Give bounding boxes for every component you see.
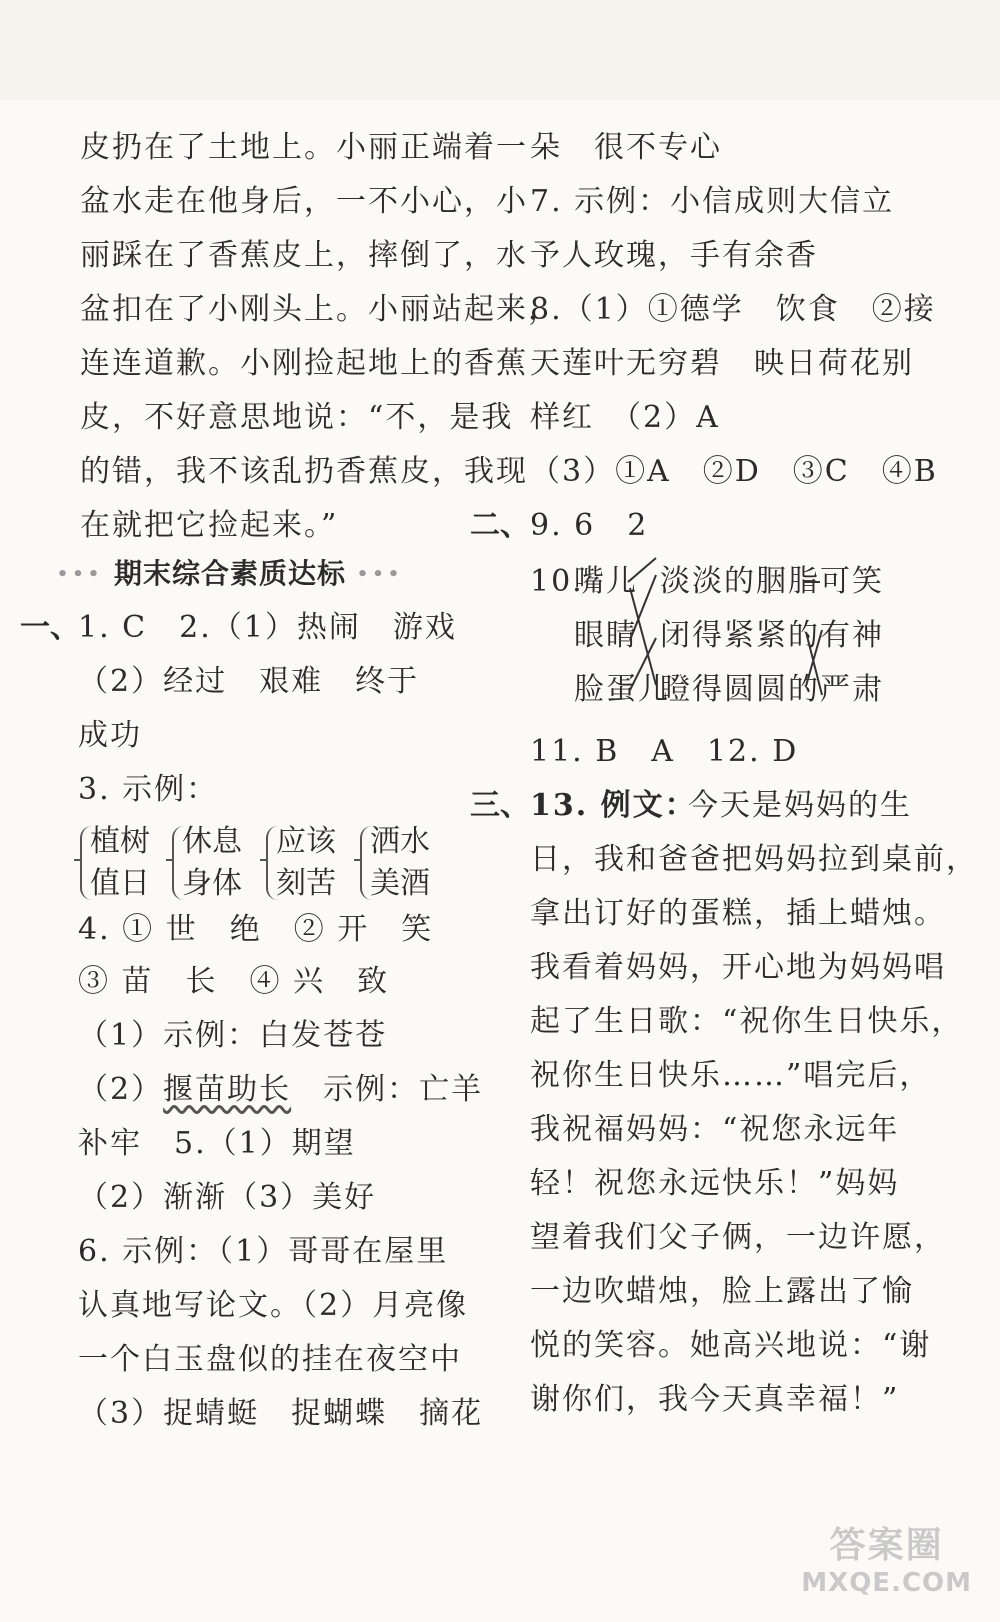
answer-line: 4. ① 世 绝 ② 开 笑 bbox=[78, 912, 434, 947]
story-line: 在就把它捡起来。” bbox=[80, 508, 339, 543]
pair-top: 洒水 bbox=[370, 824, 430, 859]
pair-bottom: 美酒 bbox=[370, 866, 430, 901]
watermark bbox=[801, 1517, 972, 1598]
part-one-marker: 一、 bbox=[20, 610, 80, 645]
answer-line: （3）捉蜻蜓 捉蝴蝶 摘花 bbox=[78, 1396, 484, 1431]
answer-line: 补牢 5.（1）期望 bbox=[78, 1126, 356, 1161]
idiom-underlined: 揠苗助长 bbox=[163, 1072, 292, 1107]
essay-line: 日，我和爸爸把妈妈拉到桌前， bbox=[530, 842, 978, 877]
answer-line: （2）渐渐（3）美好 bbox=[78, 1180, 377, 1215]
essay-line: 我看着妈妈，开心地为妈妈唱 bbox=[530, 950, 946, 985]
answer-line: （2）经过 艰难 终于 bbox=[78, 664, 420, 699]
essay-line: 祝你生日快乐……”唱完后， bbox=[530, 1058, 932, 1093]
watermark-logo-text: 答案圈 bbox=[829, 1525, 944, 1566]
essay-line: 拿出订好的蛋糕，插上蜡烛。 bbox=[530, 896, 946, 931]
essay-line: 我祝福妈妈：“祝您永远年 bbox=[530, 1112, 900, 1147]
answer-line: 3. 示例： bbox=[78, 772, 219, 807]
answer-line: 成功 bbox=[78, 718, 142, 753]
answer-line: 11. B A 12. D bbox=[530, 734, 799, 769]
watermark-url: MXQE.COM bbox=[801, 1568, 972, 1598]
essay-line: 望着我们父子俩，一边许愿， bbox=[530, 1220, 946, 1255]
answer-line: 6. 示例：（1）哥哥在屋里 bbox=[78, 1234, 449, 1269]
match-middle: 瞪得圆圆的 bbox=[660, 672, 820, 707]
essay-line: 谢你们，我今天真幸福！” bbox=[530, 1382, 900, 1417]
question-number: 13. 例文： bbox=[530, 788, 697, 823]
answer-line: （1）示例：白发苍苍 bbox=[78, 1018, 388, 1053]
answer-line: 一个白玉盘似的挂在夜空中 bbox=[78, 1342, 462, 1377]
match-middle: 闭得紧紧的 bbox=[660, 618, 820, 653]
match-right: 有神 bbox=[820, 618, 884, 653]
match-connector bbox=[628, 558, 656, 690]
story-line: 丽踩在了香蕉皮上，摔倒了，水 bbox=[80, 238, 528, 273]
answer-line: 认真地写论文。（2）月亮像 bbox=[78, 1288, 469, 1323]
essay-line: 起了生日歌：“祝你生日快乐， bbox=[530, 1004, 964, 1039]
answer-line: 7. 示例：小信成则大信立 bbox=[530, 184, 895, 219]
story-line: 皮，不好意思地说：“不，是我 bbox=[80, 400, 514, 435]
match-right: 可笑 bbox=[820, 564, 884, 599]
match-left: 眼睛 bbox=[574, 618, 638, 653]
pair-top: 应该 bbox=[276, 824, 336, 859]
essay-line: 轻！祝您永远快乐！”妈妈 bbox=[530, 1166, 900, 1201]
pair-bottom: 刻苦 bbox=[276, 866, 336, 901]
answer-line: 予人玫瑰，手有余香 bbox=[530, 238, 818, 273]
idiom-prefix: （2） bbox=[78, 1072, 164, 1107]
answer-line: ③ 苗 长 ④ 兴 致 bbox=[78, 964, 390, 999]
answer-line: 8.（1）①德学 饮食 ②接 bbox=[530, 292, 936, 327]
answer-line: 朵 很不专心 bbox=[530, 130, 722, 165]
part-two-marker: 二、 bbox=[470, 508, 530, 543]
matching-lines bbox=[470, 550, 1000, 720]
match-left: 脸蛋儿 bbox=[574, 672, 670, 707]
essay-line: 一边吹蜡烛，脸上露出了愉 bbox=[530, 1274, 914, 1309]
pair-bottom: 身体 bbox=[182, 866, 242, 901]
essay-line: 悦的笑容。她高兴地说：“谢 bbox=[530, 1328, 932, 1363]
answer-line: 9. 6 2 bbox=[530, 508, 649, 543]
match-connector bbox=[804, 582, 822, 695]
answer-line: （3）①A ②D ③C ④B bbox=[530, 454, 938, 489]
answer-line: 样红 （2）A bbox=[530, 400, 720, 435]
essay-line: 今天是妈妈的生 bbox=[688, 788, 912, 823]
section-heading bbox=[40, 552, 420, 596]
story-line: 盆扣在了小刚头上。小丽站起来， bbox=[80, 292, 560, 327]
story-line: 的错，我不该乱扔香蕉皮，我现 bbox=[80, 454, 528, 489]
heading-dots-right: ••• bbox=[356, 564, 404, 585]
answer-line: 1. C 2.（1）热闹 游戏 bbox=[78, 610, 457, 645]
section-heading-text: 期末综合素质达标 bbox=[113, 557, 346, 590]
question-number: 10. bbox=[530, 564, 584, 599]
right-column bbox=[470, 0, 1000, 1622]
match-middle: 淡淡的胭脂 bbox=[660, 564, 820, 599]
pair-bottom: 值日 bbox=[90, 866, 150, 901]
pair-top: 植树 bbox=[90, 824, 150, 859]
match-right: 严肃 bbox=[820, 672, 884, 707]
story-line: 盆水走在他身后，一不小心，小 bbox=[80, 184, 528, 219]
answer-line bbox=[78, 1070, 483, 1110]
match-left: 嘴儿 bbox=[574, 564, 638, 599]
heading-dots-left: ••• bbox=[56, 564, 104, 585]
pair-top: 休息 bbox=[182, 824, 242, 859]
part-three-marker: 三、 bbox=[470, 788, 530, 823]
story-line: 皮扔在了土地上。小丽正端着一 bbox=[80, 130, 528, 165]
answer-line: 天莲叶无穷碧 映日荷花别 bbox=[530, 346, 914, 381]
idiom-suffix: 示例：亡羊 bbox=[291, 1072, 484, 1107]
story-line: 连连道歉。小刚捡起地上的香蕉 bbox=[80, 346, 528, 381]
